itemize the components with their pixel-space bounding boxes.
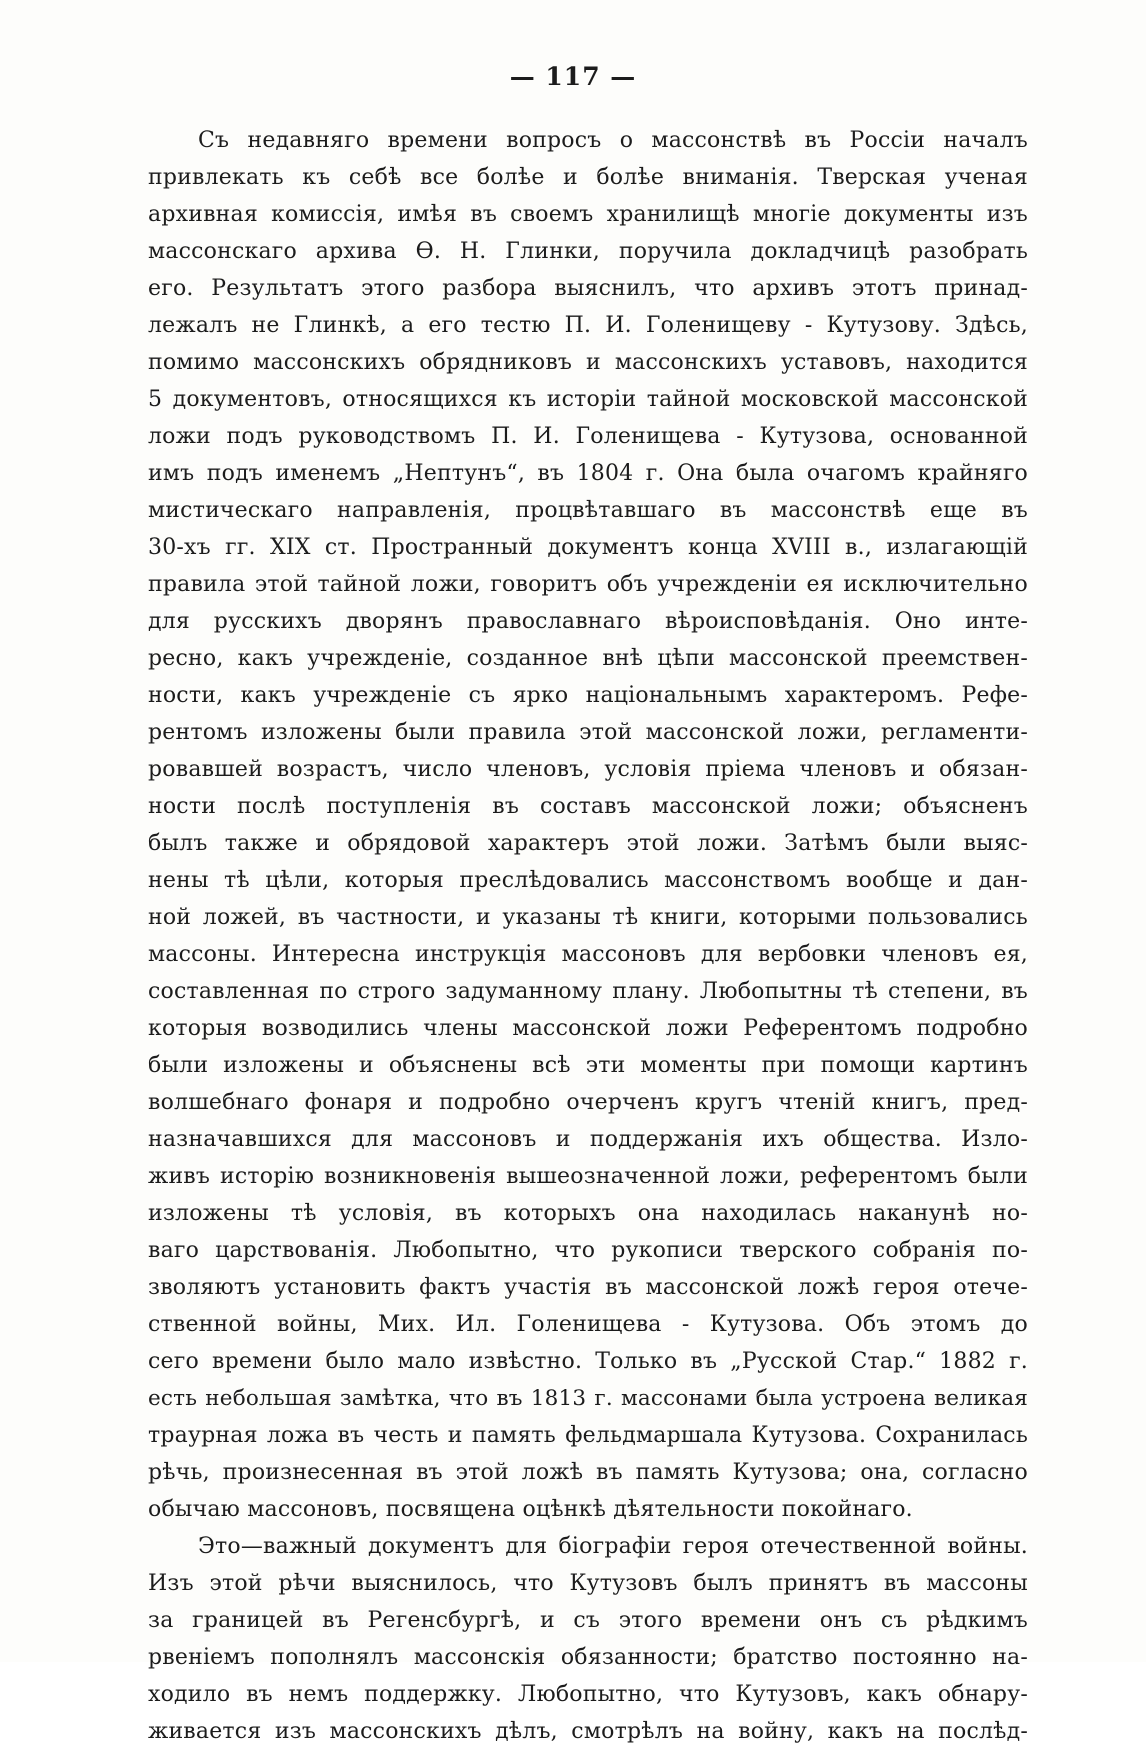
text-line: имъ подъ именемъ „Нептунъ“, въ 1804 г. Она была очагомъ крайняго <box>148 461 1028 486</box>
text-line: Съ недавняго времени вопросъ о массонствѣ въ Россіи началъ <box>198 128 1028 153</box>
text-line: ности послѣ поступленія въ составъ массонской ложи; объясненъ <box>148 794 1028 819</box>
text-line: ваго царствованія. Любопытно, что рукописи тверского собранія по- <box>148 1238 1028 1263</box>
text-line: массоны. Интересна инструкція массоновъ для вербовки членовъ ея, <box>148 942 1028 967</box>
text-line: есть небольшая замѣтка, что въ 1813 г. массонами была устроена великая <box>148 1386 1028 1411</box>
text-line: ходило въ немъ поддержку. Любопытно, что Кутузовъ, какъ обнару- <box>148 1682 1028 1707</box>
text-line: сего времени было мало извѣстно. Только въ „Русской Стар.“ 1882 г. <box>148 1349 1028 1374</box>
text-line: рвеніемъ пополнялъ массонскія обязанности; братство постоянно на- <box>148 1645 1028 1670</box>
text-line: Это—важный документъ для біографіи героя отечественной войны. <box>198 1534 1028 1559</box>
text-line: мистическаго направленія, процвѣтавшаго въ массонствѣ еще въ <box>148 498 1028 523</box>
text-line: былъ также и обрядовой характеръ этой ложи. Затѣмъ были выяс- <box>148 831 1028 856</box>
text-line: были изложены и объяснены всѣ эти моменты при помощи картинъ <box>148 1053 1028 1078</box>
body-text <box>148 122 1028 1750</box>
text-line: обычаю массоновъ, посвящена оцѣнкѣ дѣятельности покойнаго. <box>148 1497 913 1522</box>
text-line: изложены тѣ условія, въ которыхъ она находилась наканунѣ но- <box>148 1201 1028 1226</box>
text-line: ровавшей возрастъ, число членовъ, условія пріема членовъ и обязан- <box>148 757 1028 782</box>
text-line: живается изъ массонскихъ дѣлъ, смотрѣлъ на войну, какъ на послѣд- <box>148 1719 1028 1744</box>
text-line: архивная комиссія, имѣя въ своемъ хранилищѣ многіе документы изъ <box>148 202 1028 227</box>
text-line: которыя возводились члены массонской ложи Референтомъ подробно <box>148 1016 1028 1041</box>
text-line: рѣчь, произнесенная въ этой ложѣ въ память Кутузова; она, согласно <box>148 1460 1028 1485</box>
text-line: его. Результатъ этого разбора выяснилъ, что архивъ этотъ принад- <box>148 276 1028 301</box>
text-line: лежалъ не Глинкѣ, а его тестю П. И. Голенищеву - Кутузову. Здѣсь, <box>148 313 1028 338</box>
text-line: привлекать къ себѣ все болѣе и болѣе вниманія. Тверская ученая <box>148 165 1028 190</box>
text-line: траурная ложа въ честь и память фельдмаршала Кутузова. Сохранилась <box>148 1423 1028 1448</box>
text-line: ресно, какъ учрежденіе, созданное внѣ цѣпи массонской преемствен- <box>148 646 1028 671</box>
text-line: правила этой тайной ложи, говоритъ объ учрежденіи ея исключительно <box>148 572 1028 597</box>
text-line: рентомъ изложены были правила этой массонской ложи, регламенти- <box>148 720 1028 745</box>
text-line: волшебнаго фонаря и подробно очерченъ кругъ чтеній книгъ, пред- <box>148 1090 1028 1115</box>
text-line: 30-хъ гг. XIX ст. Пространный документъ конца XVIII в., излагающій <box>148 535 1028 560</box>
text-line: зволяютъ установить фактъ участія въ массонской ложѣ героя отече- <box>148 1275 1028 1300</box>
text-line: ной ложей, въ частности, и указаны тѣ книги, которыми пользовались <box>148 905 1028 930</box>
text-line: нены тѣ цѣли, которыя преслѣдовались массонствомъ вообще и дан- <box>148 868 1028 893</box>
text-line: помимо массонскихъ обрядниковъ и массонскихъ уставовъ, находится <box>148 350 1028 375</box>
text-line: 5 документовъ, относящихся къ исторіи тайной московской массонской <box>148 387 1028 412</box>
text-line: для русскихъ дворянъ православнаго вѣроисповѣданія. Оно инте- <box>148 609 1028 634</box>
text-line: живъ исторію возникновенія вышеозначенной ложи, референтомъ были <box>148 1164 1028 1189</box>
text-line: массонскаго архива Ѳ. Н. Глинки, поручила докладчицѣ разобрать <box>148 239 1028 264</box>
text-line: ложи подъ руководствомъ П. И. Голенищева - Кутузова, основанной <box>148 424 1028 449</box>
text-line: составленная по строго задуманному плану. Любопытны тѣ степени, въ <box>148 979 1028 1004</box>
text-line: назначавшихся для массоновъ и поддержанія ихъ общества. Изло- <box>148 1127 1028 1152</box>
text-line: ственной войны, Мих. Ил. Голенищева - Кутузова. Объ этомъ до <box>148 1312 1028 1337</box>
text-line: ности, какъ учрежденіе съ ярко національнымъ характеромъ. Рефе- <box>148 683 1028 708</box>
page-number: — 117 — <box>509 62 637 91</box>
text-line: за границей въ Регенсбургѣ, и съ этого времени онъ съ рѣдкимъ <box>148 1608 1028 1633</box>
text-line: Изъ этой рѣчи выяснилось, что Кутузовъ былъ принятъ въ массоны <box>148 1571 1028 1596</box>
